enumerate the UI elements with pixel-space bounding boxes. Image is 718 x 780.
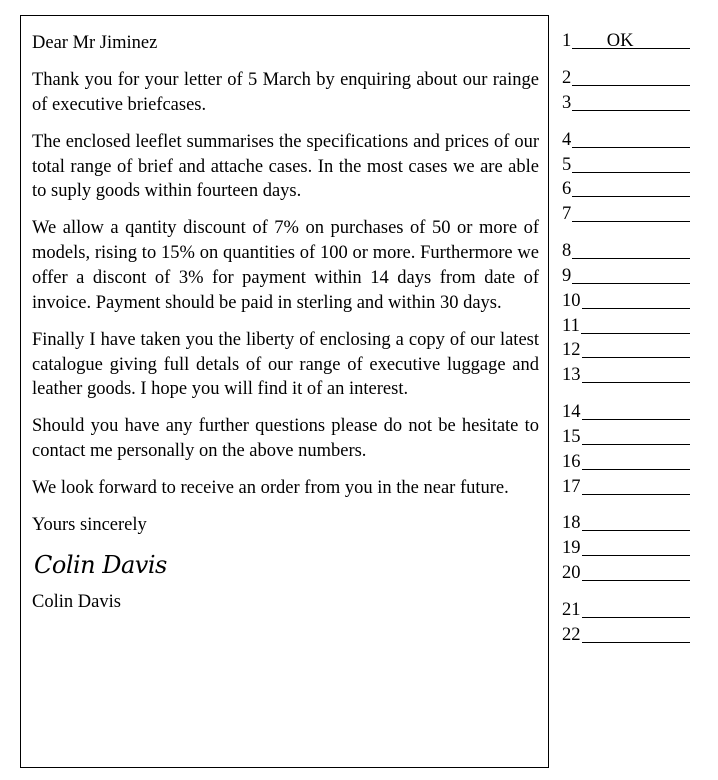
answer-blank-field[interactable] (582, 536, 691, 556)
answer-blank-field[interactable] (572, 66, 690, 86)
answer-blank-field[interactable] (572, 29, 690, 49)
answer-line-11[interactable] (562, 314, 690, 339)
answer-line-19[interactable] (562, 536, 690, 561)
answer-line-13[interactable] (562, 363, 690, 388)
letter-paragraph-2: The enclosed leeflet summarises the specifications and prices of our total range of brief and attache cases. In the most cases we are able to suply goods within fourteen days. (32, 131, 539, 202)
answer-blank-field[interactable] (582, 475, 691, 495)
answer-number: 22 (562, 624, 581, 645)
answer-blank-field[interactable] (582, 450, 691, 470)
letter-paragraph-3: We allow a qantity discount of 7% on purchases of 50 or more of models, rising to 15% on quantities of 100 or more. Furthermore we offer a discont of 3% for payment within 14 days from date of invoice. Payment should be paid in sterling and within 30 days. (32, 218, 539, 313)
answer-value (625, 402, 647, 422)
answer-number: 17 (562, 476, 581, 497)
answer-column (562, 29, 690, 648)
answer-number: 12 (562, 340, 581, 361)
answer-group-gap (562, 586, 690, 598)
answer-number: 2 (562, 67, 572, 88)
answer-group-gap (562, 388, 690, 400)
answer-value (625, 340, 647, 360)
answer-value (620, 204, 642, 224)
answer-line-8[interactable] (562, 239, 690, 264)
answer-value (625, 477, 647, 497)
answer-blank-field[interactable] (572, 128, 690, 148)
answer-line-15[interactable] (562, 425, 690, 450)
answer-value (620, 130, 642, 150)
answer-number: 21 (562, 600, 581, 621)
answer-blank-field[interactable] (582, 363, 691, 383)
answer-number: 5 (562, 154, 572, 175)
answer-blank-field[interactable] (582, 425, 691, 445)
answer-number: 18 (562, 513, 581, 534)
answer-line-21[interactable] (562, 598, 690, 623)
answer-blank-field[interactable] (582, 338, 691, 358)
answer-blank-field[interactable] (572, 91, 690, 111)
answer-number: 11 (562, 315, 580, 336)
answer-blank-field[interactable] (582, 598, 691, 618)
answer-line-10[interactable] (562, 289, 690, 314)
letter-paragraph-6: We look forward to receive an order from you in the near future. (32, 478, 509, 499)
answer-value (625, 513, 647, 533)
letter-greeting: Dear Mr Jiminez (32, 33, 158, 53)
answer-line-5[interactable] (562, 153, 690, 178)
letter-body (32, 31, 539, 615)
answer-blank-field[interactable] (572, 239, 690, 259)
answer-value: OK (606, 31, 634, 51)
answer-value (625, 625, 647, 645)
answer-value (625, 365, 647, 385)
handwritten-signature: Colin Davis (34, 551, 167, 580)
answer-value (620, 155, 642, 175)
answer-value (624, 316, 646, 336)
sender-name: Colin Davis (32, 592, 121, 613)
answer-line-2[interactable] (562, 66, 690, 91)
answer-line-9[interactable] (562, 264, 690, 289)
answer-line-20[interactable] (562, 561, 690, 586)
answer-value (620, 179, 642, 199)
answer-number: 15 (562, 426, 581, 447)
answer-blank-field[interactable] (582, 561, 691, 581)
answer-number: 4 (562, 129, 572, 150)
answer-blank-field[interactable] (572, 153, 690, 173)
answer-line-18[interactable] (562, 511, 690, 536)
answer-blank-field[interactable] (582, 289, 691, 309)
answer-number: 19 (562, 538, 581, 559)
answer-value (625, 427, 647, 447)
answer-line-3[interactable] (562, 91, 690, 116)
answer-group-gap (562, 227, 690, 239)
answer-group-gap (562, 499, 690, 511)
answer-group-gap (562, 54, 690, 66)
answer-line-12[interactable] (562, 338, 690, 363)
letter-paragraph-5: Should you have any further questions please do not be hesitate to contact me personally on the above numbers. (32, 416, 539, 462)
answer-line-17[interactable] (562, 475, 690, 500)
answer-number: 9 (562, 265, 572, 286)
answer-line-22[interactable] (562, 623, 690, 648)
answer-number: 10 (562, 290, 581, 311)
answer-number: 8 (562, 241, 572, 262)
letter-paragraph-1: Thank you for your letter of 5 March by enquiring about our rainge of executive briefcases. (32, 69, 539, 115)
answer-number: 1 (562, 31, 572, 51)
answer-number: 13 (562, 365, 581, 386)
answer-blank-field[interactable] (582, 400, 691, 420)
answer-line-4[interactable] (562, 128, 690, 153)
answer-value (625, 538, 647, 558)
letter-box (20, 15, 549, 768)
answer-value (625, 600, 647, 620)
answer-number: 16 (562, 451, 581, 472)
answer-line-1[interactable] (562, 29, 690, 54)
answer-blank-field[interactable] (582, 623, 691, 643)
answer-number: 3 (562, 92, 572, 113)
answer-value (620, 68, 642, 88)
answer-blank-field[interactable] (582, 511, 691, 531)
answer-number: 14 (562, 402, 581, 423)
answer-blank-field[interactable] (572, 177, 690, 197)
answer-value (625, 452, 647, 472)
answer-line-16[interactable] (562, 450, 690, 475)
answer-value (620, 266, 642, 286)
answer-number: 20 (562, 563, 581, 584)
answer-line-7[interactable] (562, 202, 690, 227)
answer-value (620, 241, 642, 261)
answer-blank-field[interactable] (581, 314, 690, 334)
answer-value (625, 291, 647, 311)
answer-group-gap (562, 116, 690, 128)
answer-number: 6 (562, 179, 572, 200)
answer-value (620, 93, 642, 113)
letter-closing: Yours sincerely (32, 515, 147, 536)
answer-value (625, 563, 647, 583)
answer-blank-field[interactable] (572, 264, 690, 284)
answer-number: 7 (562, 204, 572, 225)
answer-line-6[interactable] (562, 177, 690, 202)
answer-blank-field[interactable] (572, 202, 690, 222)
answer-line-14[interactable] (562, 400, 690, 425)
letter-paragraph-4: Finally I have taken you the liberty of enclosing a copy of our latest catalogue giving full detals of our range of executive luggage and leather goods. I hope you will find it of an interest. (32, 329, 539, 400)
